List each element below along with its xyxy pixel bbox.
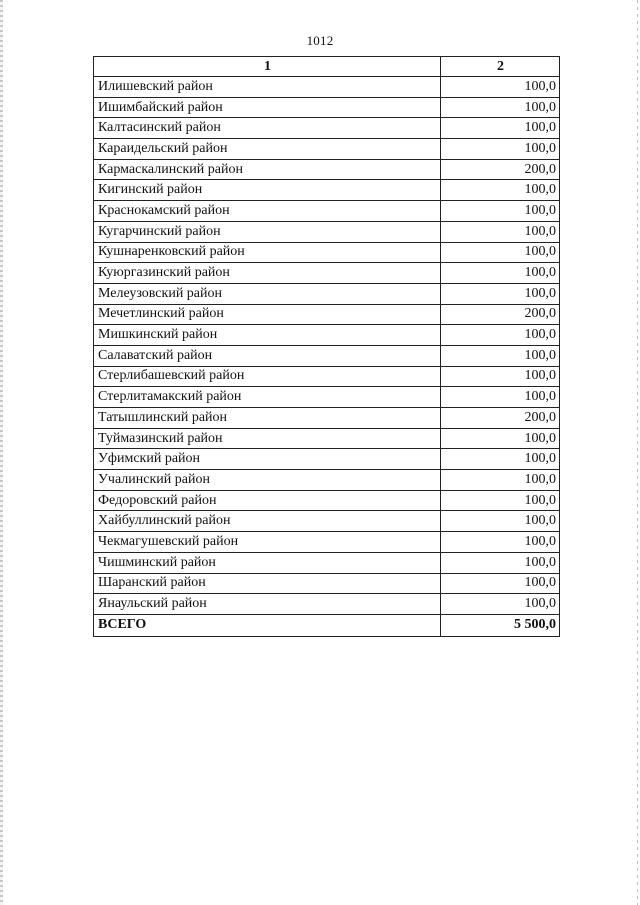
table-row xyxy=(94,139,560,160)
district-name-cell: Кугарчинский район xyxy=(94,221,441,242)
amount-cell: 100,0 xyxy=(441,490,560,511)
table-row xyxy=(94,366,560,387)
table-row xyxy=(94,325,560,346)
scan-edge-left xyxy=(0,0,3,905)
district-name-cell: Учалинский район xyxy=(94,470,441,491)
amount-cell: 100,0 xyxy=(441,573,560,594)
amount-cell: 100,0 xyxy=(441,201,560,222)
amount-cell: 100,0 xyxy=(441,263,560,284)
table-row xyxy=(94,449,560,470)
district-name-cell: Мелеузовский район xyxy=(94,283,441,304)
amount-cell: 200,0 xyxy=(441,304,560,325)
district-name-cell: Хайбуллинский район xyxy=(94,511,441,532)
district-name-cell: Мечетлинский район xyxy=(94,304,441,325)
amount-cell: 100,0 xyxy=(441,552,560,573)
district-name-cell: Чишминский район xyxy=(94,552,441,573)
district-name-cell: Стерлитамакский район xyxy=(94,387,441,408)
district-name-cell: Кигинский район xyxy=(94,180,441,201)
amount-cell: 100,0 xyxy=(441,221,560,242)
table-row xyxy=(94,470,560,491)
district-name-cell: Калтасинский район xyxy=(94,118,441,139)
amount-cell: 200,0 xyxy=(441,159,560,180)
table-row xyxy=(94,97,560,118)
district-name-cell: Куюргазинский район xyxy=(94,263,441,284)
district-name-cell: Уфимский район xyxy=(94,449,441,470)
amount-cell: 100,0 xyxy=(441,449,560,470)
table-row xyxy=(94,428,560,449)
district-name-cell: Ишимбайский район xyxy=(94,97,441,118)
amount-cell: 100,0 xyxy=(441,470,560,491)
scan-edge-right xyxy=(637,0,638,905)
amount-cell: 100,0 xyxy=(441,242,560,263)
table-row xyxy=(94,594,560,615)
amount-cell: 200,0 xyxy=(441,408,560,429)
table-row xyxy=(94,490,560,511)
page-number: 1012 xyxy=(306,33,334,48)
amount-cell: 100,0 xyxy=(441,139,560,160)
table-row xyxy=(94,552,560,573)
amount-cell: 100,0 xyxy=(441,511,560,532)
table-row xyxy=(94,511,560,532)
district-name-cell: Татышлинский район xyxy=(94,408,441,429)
table-row xyxy=(94,263,560,284)
amount-cell: 100,0 xyxy=(441,428,560,449)
column-header-1: 1 xyxy=(94,57,441,77)
table-row xyxy=(94,573,560,594)
district-name-cell: Чекмагушевский район xyxy=(94,532,441,553)
district-name-cell: Янаульский район xyxy=(94,594,441,615)
amount-cell: 100,0 xyxy=(441,180,560,201)
table-header-row xyxy=(94,57,560,77)
allocation-table xyxy=(93,56,560,637)
amount-cell: 100,0 xyxy=(441,387,560,408)
table-row xyxy=(94,242,560,263)
table-row xyxy=(94,304,560,325)
table-row xyxy=(94,532,560,553)
table-row xyxy=(94,221,560,242)
district-name-cell: Караидельский район xyxy=(94,139,441,160)
table-row xyxy=(94,180,560,201)
amount-cell: 100,0 xyxy=(441,77,560,98)
total-row xyxy=(94,614,560,636)
district-name-cell: Краснокамский район xyxy=(94,201,441,222)
amount-cell: 100,0 xyxy=(441,325,560,346)
district-name-cell: Салаватский район xyxy=(94,345,441,366)
table-row xyxy=(94,201,560,222)
district-name-cell: Стерлибашевский район xyxy=(94,366,441,387)
table-row xyxy=(94,118,560,139)
amount-cell: 100,0 xyxy=(441,345,560,366)
total-label: ВСЕГО xyxy=(94,614,441,636)
amount-cell: 100,0 xyxy=(441,97,560,118)
district-name-cell: Кармаскалинский район xyxy=(94,159,441,180)
amount-cell: 100,0 xyxy=(441,594,560,615)
total-value: 5 500,0 xyxy=(441,614,560,636)
amount-cell: 100,0 xyxy=(441,532,560,553)
district-name-cell: Туймазинский район xyxy=(94,428,441,449)
column-header-2: 2 xyxy=(441,57,560,77)
table-row xyxy=(94,345,560,366)
amount-cell: 100,0 xyxy=(441,118,560,139)
district-name-cell: Мишкинский район xyxy=(94,325,441,346)
district-name-cell: Илишевский район xyxy=(94,77,441,98)
amount-cell: 100,0 xyxy=(441,283,560,304)
district-name-cell: Шаранский район xyxy=(94,573,441,594)
amount-cell: 100,0 xyxy=(441,366,560,387)
table-row xyxy=(94,77,560,98)
district-name-cell: Федоровский район xyxy=(94,490,441,511)
district-name-cell: Кушнаренковский район xyxy=(94,242,441,263)
table-row xyxy=(94,408,560,429)
table-row xyxy=(94,283,560,304)
table-row xyxy=(94,387,560,408)
table-row xyxy=(94,159,560,180)
